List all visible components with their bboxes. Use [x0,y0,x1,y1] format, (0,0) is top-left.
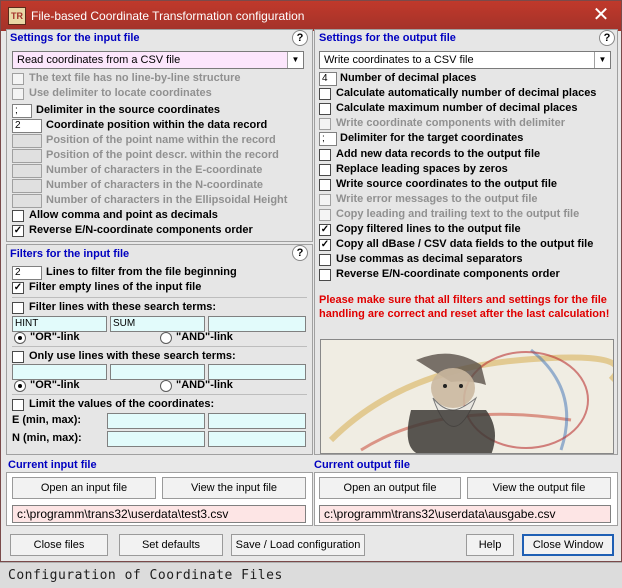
current-output-label: Current output file [314,459,410,471]
point-name-position-input[interactable] [12,134,42,148]
input-help-icon[interactable]: ? [292,30,308,46]
field-label: Lines to filter from the file beginning [46,266,237,278]
app-icon: TR [8,7,26,25]
output-mode-value: Write coordinates to a CSV file [324,54,474,66]
open-input-button[interactable]: Open an input file [12,477,156,499]
check-label: Use commas as decimal separators [336,253,523,265]
checkbox[interactable] [319,149,331,161]
check-icon[interactable]: ✓ [13,225,23,236]
e-chars-input[interactable] [12,164,42,178]
field-label: Number of characters in the N-coordinate [46,179,263,191]
chevron-down-icon: ▼ [594,52,610,68]
field-label: Number of characters in the Ellipsoidal Height [46,194,288,206]
checkbox[interactable] [319,103,331,115]
field-label: Number of decimal places [340,72,477,84]
help-button[interactable]: Help [466,534,514,556]
checkbox[interactable] [12,302,24,314]
check-label: Copy filtered lines to the output file [336,223,521,235]
output-help-icon[interactable]: ? [599,30,615,46]
portrait-illustration [321,340,614,454]
chevron-down-icon: ▼ [287,52,303,68]
input-mode-value: Read coordinates from a CSV file [17,54,181,66]
check-label: Write error messages to the output file [336,193,538,205]
divider [12,394,307,395]
checkbox[interactable] [12,88,24,100]
field-label: Position of the point name within the record [46,134,276,146]
check-label: Only use lines with these search terms: [29,350,236,362]
open-output-button[interactable]: Open an output file [319,477,461,499]
filter-term-1-input[interactable]: HINT [12,316,107,332]
radio-dot[interactable] [14,332,26,344]
checkbox[interactable] [319,118,331,130]
only-term-2-input[interactable] [110,364,205,380]
output-settings-title: Settings for the output file [319,32,456,44]
check-label: Write source coordinates to the output file [336,178,558,190]
field-label: Coordinate position within the data record [46,119,268,131]
field-label: Position of the point descr. within the record [46,149,279,161]
option-label: The text file has no line-by-line structure [29,72,241,84]
checkbox[interactable] [319,88,331,100]
delimiter-source-input[interactable]: ; [12,104,32,118]
check-label: Write coordinate components with delimiter [336,117,565,129]
checkbox[interactable] [319,194,331,206]
output-mode-select[interactable] [319,51,611,69]
title-bar[interactable] [1,1,621,31]
input-path-field[interactable]: c:\programm\trans32\userdata\test3.csv [12,505,306,523]
n-max-input[interactable] [208,431,306,447]
target-delimiter-input[interactable]: ; [319,132,337,146]
settings-warning: Please make sure that all filters and settings for the file handling are correct and reset after the last calculation! [319,294,610,320]
view-output-button[interactable]: View the output file [467,477,611,499]
radio-label: "AND"-link [176,379,233,391]
check-label: Filter empty lines of the input file [29,281,202,293]
current-input-label: Current input file [8,459,97,471]
input-mode-select[interactable] [12,51,304,69]
filter-term-2-input[interactable]: SUM [110,316,205,332]
h-chars-input[interactable] [12,194,42,208]
point-descr-position-input[interactable] [12,149,42,163]
check-label: Add new data records to the output file [336,148,541,160]
view-input-button[interactable]: View the input file [162,477,306,499]
portrait-image [320,339,614,454]
field-label: Delimiter for the target coordinates [340,132,524,144]
decimal-places-input[interactable]: 4 [319,72,337,86]
radio-dot[interactable] [160,332,172,344]
checkbox[interactable] [319,164,331,176]
filters-title: Filters for the input file [10,248,130,260]
close-window-button[interactable]: Close Window [522,534,614,556]
save-load-config-button[interactable]: Save / Load configuration [231,534,365,556]
checkbox[interactable] [319,269,331,281]
window-title: File-based Coordinate Transformation configuration [31,9,305,23]
n-minmax-label: N (min, max): [12,432,82,444]
check-icon[interactable]: ✓ [320,224,330,235]
checkbox[interactable] [319,254,331,266]
n-chars-input[interactable] [12,179,42,193]
filters-help-icon[interactable]: ? [292,245,308,261]
check-label: Calculate automatically number of decimal places [336,87,597,99]
coordinate-position-input[interactable]: 2 [12,119,42,133]
field-label: Number of characters in the E-coordinate [46,164,263,176]
e-minmax-label: E (min, max): [12,414,82,426]
field-label: Delimiter in the source coordinates [36,104,220,116]
only-term-1-input[interactable] [12,364,107,380]
check-label: Reverse E/N-coordinate components order [29,224,253,236]
check-icon[interactable]: ✓ [320,239,330,250]
checkbox[interactable] [319,209,331,221]
radio-dot[interactable] [160,380,172,392]
lines-to-filter-input[interactable]: 2 [12,266,42,280]
divider [12,346,307,347]
radio-label: "OR"-link [30,379,80,391]
e-max-input[interactable] [208,413,306,429]
check-label: Copy all dBase / CSV data fields to the output file [336,238,594,250]
e-min-input[interactable] [107,413,205,429]
check-label: Reverse E/N-coordinate components order [336,268,560,280]
radio-dot[interactable] [14,380,26,392]
status-bar [0,562,622,588]
radio-label: "OR"-link [30,331,80,343]
check-label: Copy leading and trailing text to the output file [336,208,580,220]
filter-term-3-input[interactable] [208,316,306,332]
check-label: Filter lines with these search terms: [29,301,217,313]
set-defaults-button[interactable]: Set defaults [119,534,223,556]
radio-label: "AND"-link [176,331,233,343]
check-label: Limit the values of the coordinates: [29,398,215,410]
checkbox[interactable] [12,73,24,85]
n-min-input[interactable] [107,431,205,447]
only-term-3-input[interactable] [208,364,306,380]
checkbox[interactable] [12,210,24,222]
input-settings-title: Settings for the input file [10,32,140,44]
check-label: Allow comma and point as decimals [29,209,218,221]
status-text: Configuration of Coordinate Files [8,568,283,583]
checkbox[interactable] [12,399,24,411]
check-icon[interactable]: ✓ [13,282,23,293]
check-label: Replace leading spaces by zeros [336,163,508,175]
close-files-button[interactable]: Close files [10,534,108,556]
option-label: Use delimiter to locate coordinates [29,87,212,99]
close-icon[interactable]: ✕ [592,4,610,26]
checkbox[interactable] [319,179,331,191]
output-path-field[interactable]: c:\programm\trans32\userdata\ausgabe.csv [319,505,611,523]
checkbox[interactable] [12,351,24,363]
divider [12,297,307,298]
check-label: Calculate maximum number of decimal places [336,102,578,114]
